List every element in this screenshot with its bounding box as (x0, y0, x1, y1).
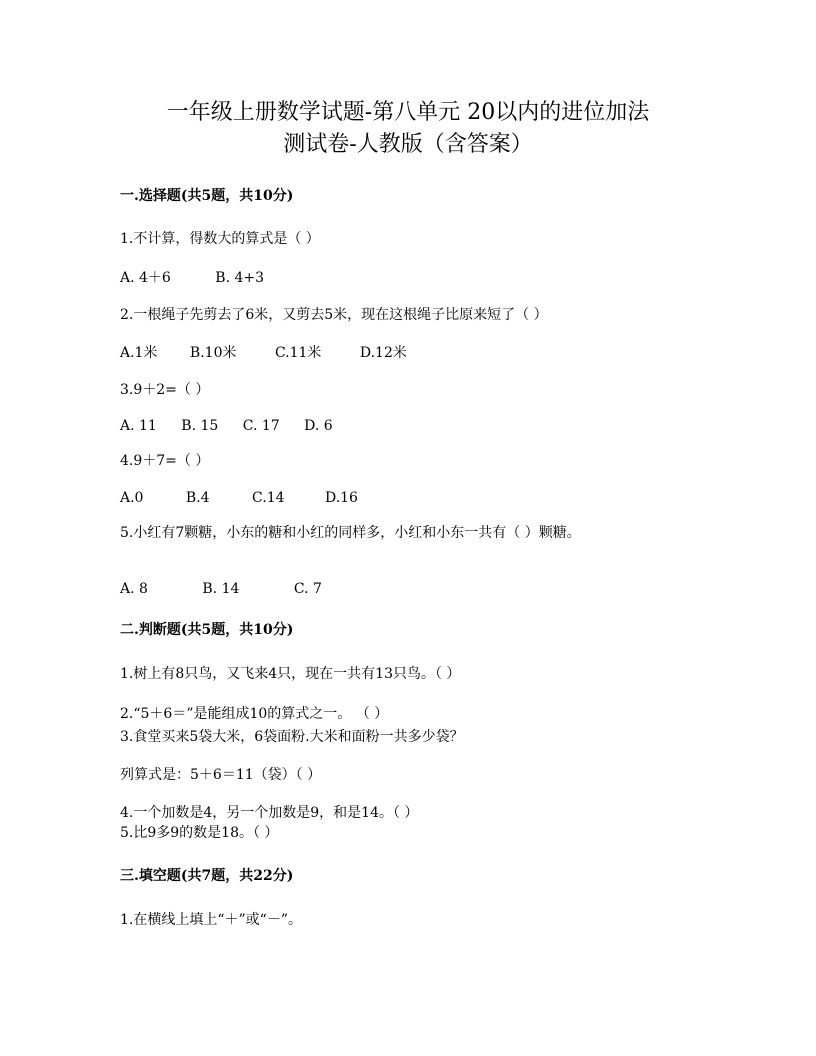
option: C. 7 (293, 581, 322, 597)
option: D.12米 (359, 345, 407, 361)
question-stem: 3.食堂买来5袋大米，6袋面粉.大米和面粉一共多少袋？ (120, 729, 464, 745)
option: A. 8 (120, 581, 148, 597)
option: D. 6 (304, 418, 333, 434)
question-options (120, 580, 322, 598)
option: A. 4＋6 (120, 270, 171, 286)
option: B. 14 (202, 581, 240, 597)
option: B.10米 (189, 345, 237, 361)
question-stem: 5.小红有7颗糖，小东的糖和小红的同样多，小红和小东一共有（ ）颗糖。 (120, 525, 581, 541)
question-stem: 5.比9多9的数是18。（ ） (120, 825, 279, 841)
question-options (120, 417, 333, 435)
option: D.16 (324, 490, 358, 506)
option: A.1米 (120, 345, 158, 361)
document-title-line-1: 一年级上册数学试题-第八单元 20以内的进位加法 (166, 100, 650, 125)
question-stem: 1.在横线上填上“＋”或“－”。 (120, 912, 302, 928)
question-stem: 1.树上有8只鸟，又飞来4只，现在一共有13只鸟。（ ） (120, 666, 461, 682)
section-heading-true-false: 二.判断题(共5题，共10分) (120, 622, 294, 638)
question-stem: 3.9＋2=（ ） (120, 382, 210, 398)
question-stem: 4.一个加数是4，另一个加数是9，和是14。（ ） (120, 805, 419, 821)
question-stem: 4.9＋7=（ ） (120, 453, 210, 469)
option: C. 17 (242, 418, 280, 434)
question-options (120, 489, 358, 507)
question-stem: 2.“5＋6＝”是能组成10的算式之一。 （ ） (120, 706, 389, 722)
option: C.14 (252, 490, 285, 506)
question-stem: 列算式是：5＋6＝11（袋）（ ） (120, 767, 322, 783)
question-options (120, 269, 264, 287)
option: B. 15 (181, 418, 219, 434)
option: C.11米 (274, 345, 322, 361)
question-stem: 2.一根绳子先剪去了6米，又剪去5米，现在这根绳子比原来短了（ ） (120, 307, 548, 323)
section-heading-fill-blank: 三.填空题(共7题，共22分) (120, 868, 294, 884)
section-heading-choice: 一.选择题(共5题，共10分) (120, 188, 294, 204)
document-title-line-2: 测试卷-人教版（含答案） (283, 132, 533, 157)
question-options (120, 344, 407, 362)
option: B. 4+3 (215, 270, 265, 286)
option: B.4 (185, 490, 210, 506)
option: A.0 (120, 490, 144, 506)
question-stem: 1.不计算，得数大的算式是（ ） (120, 231, 320, 247)
option: A. 11 (120, 418, 157, 434)
